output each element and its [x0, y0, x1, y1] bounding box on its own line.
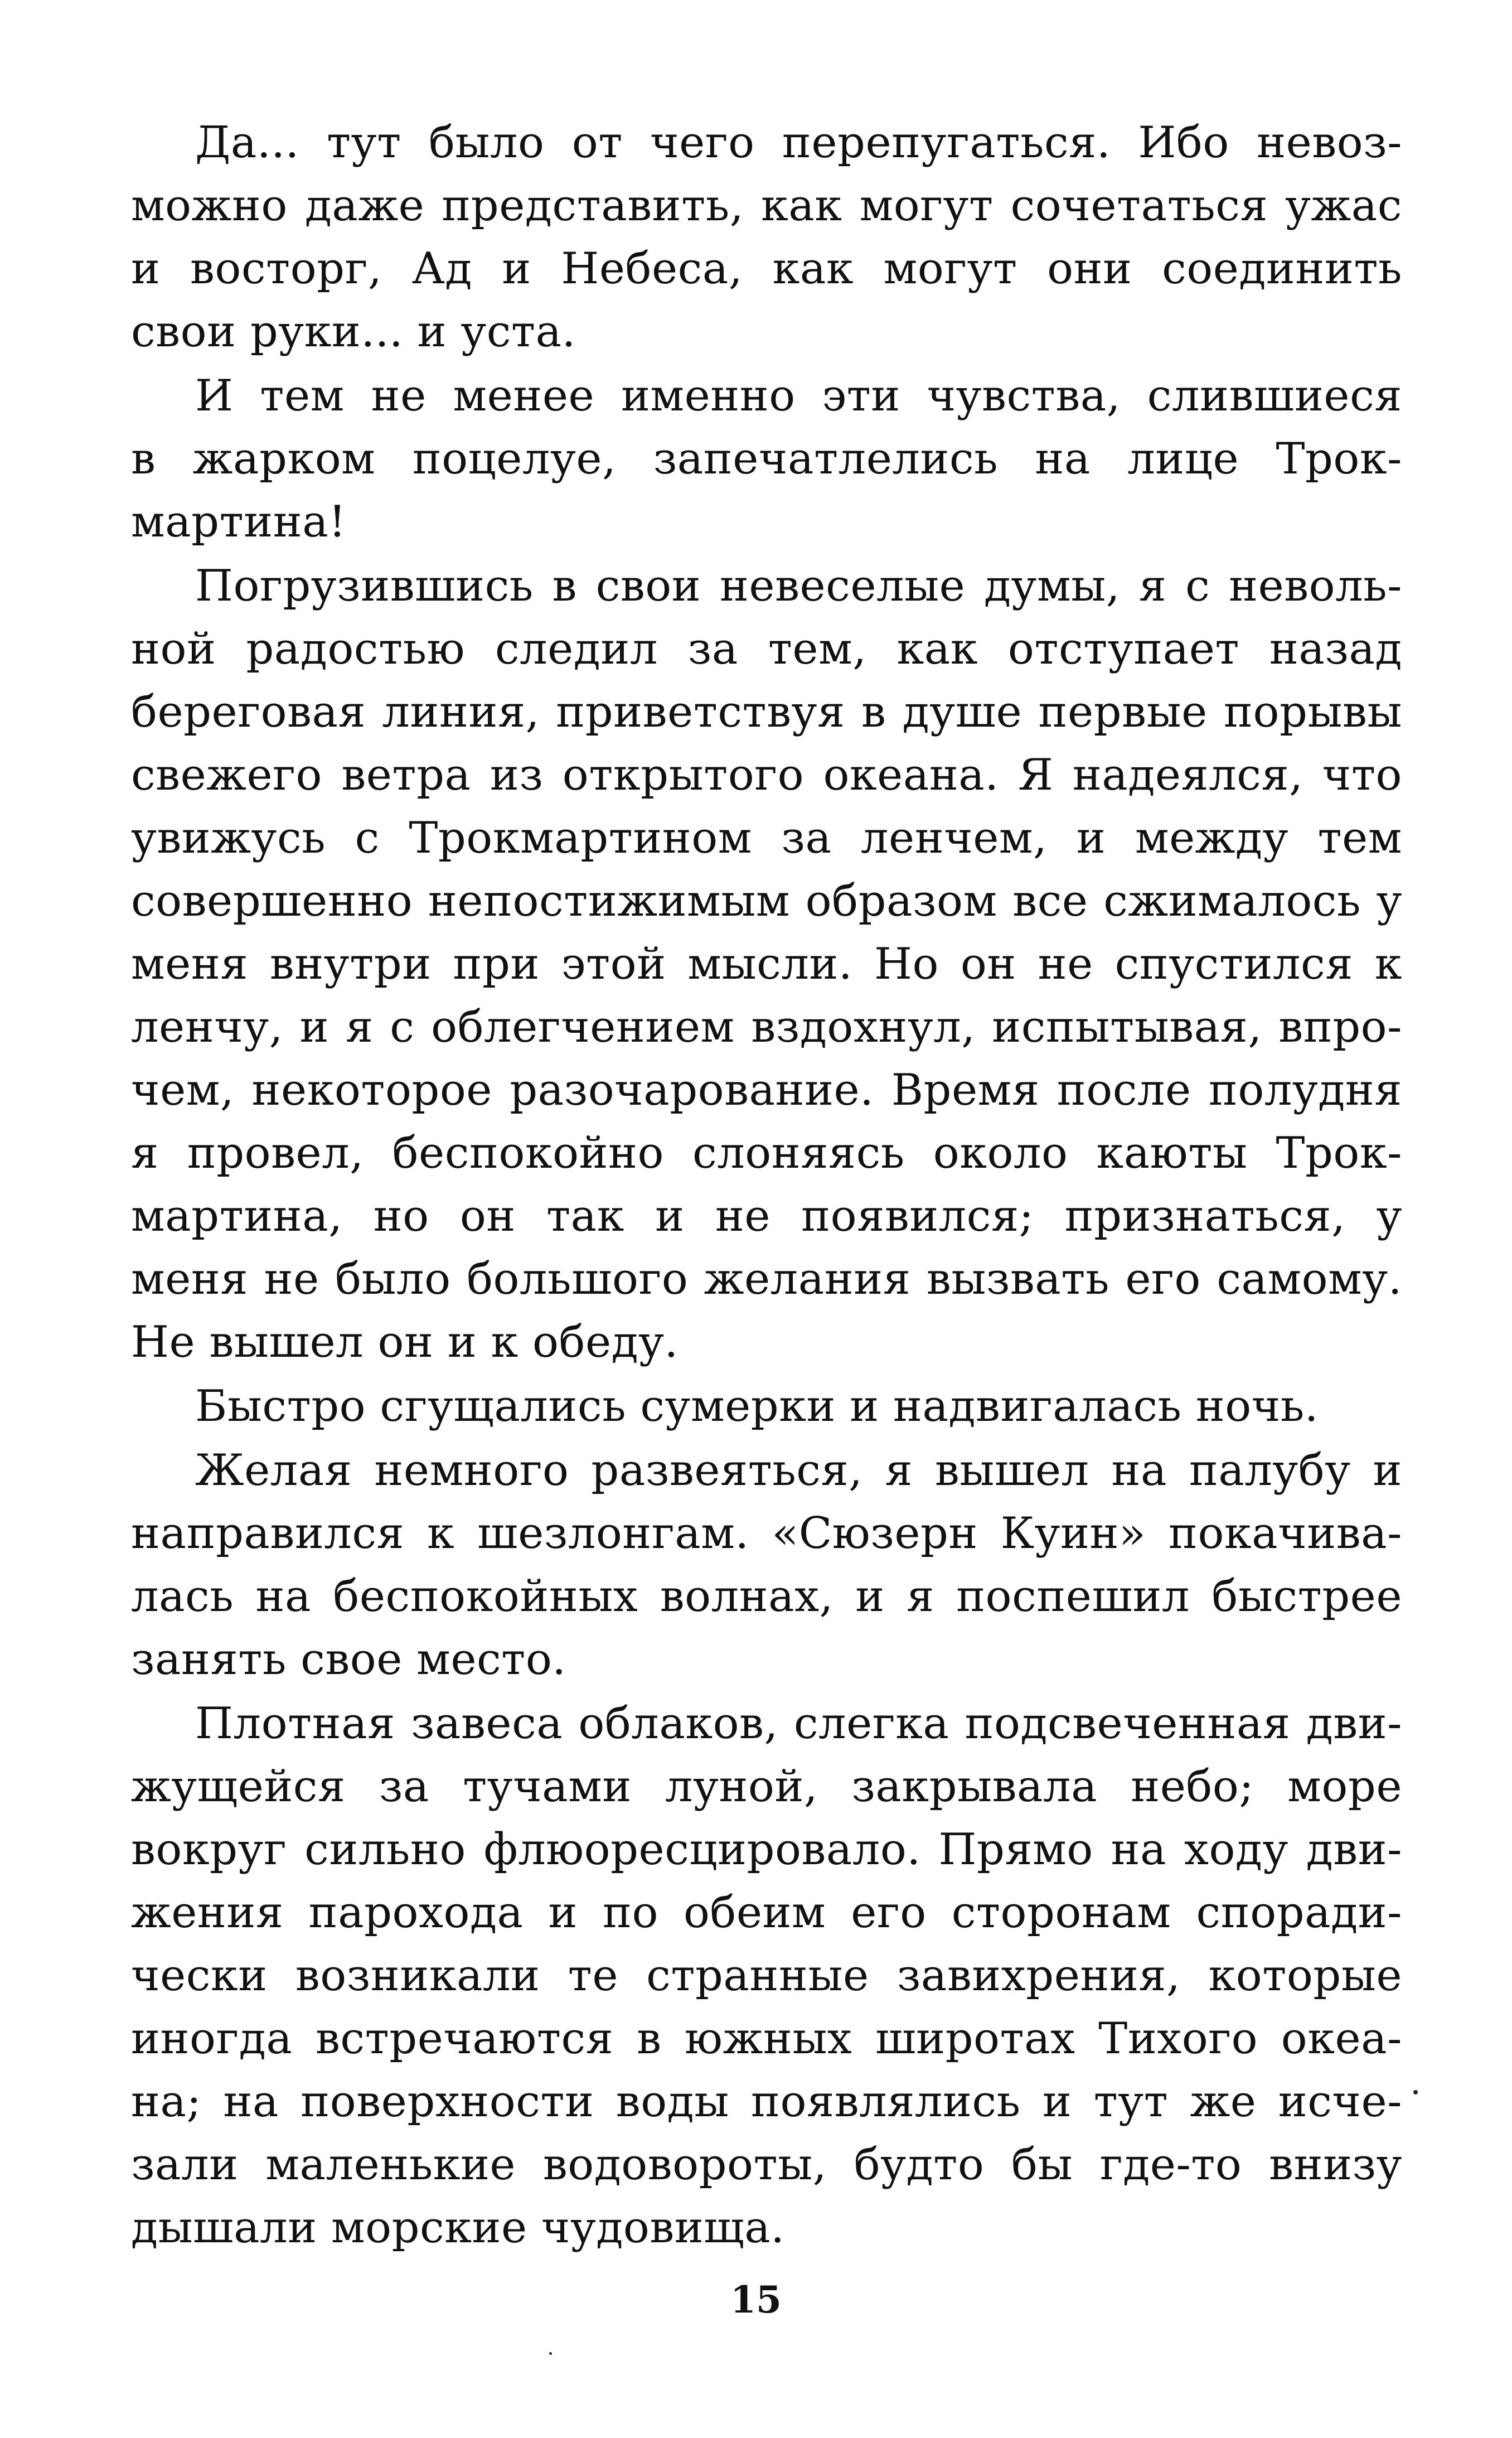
text-line: Да... тут было от чего перепугаться. Ибо невоз- [195, 118, 1402, 168]
text-line: Не вышел он и к обеду. [131, 1317, 679, 1367]
text-line: и восторг, Ад и Небеса, как могут они соединить [131, 244, 1402, 294]
text-line: чем, некоторое разочарование. Время после полудня [131, 1065, 1402, 1115]
text-line: жущейся за тучами луной, закрывала небо; море [131, 1762, 1402, 1812]
print-speck [1413, 2090, 1418, 2094]
print-speck [549, 2352, 552, 2355]
text-line: чески возникали те странные завихрения, которые [131, 1951, 1402, 2001]
paragraph [131, 1439, 1402, 1691]
text-line: в жарком поцелуе, запечатлелись на лице Трок- [131, 434, 1402, 484]
text-line: И тем не менее именно эти чувства, слившиеся [195, 371, 1402, 421]
paragraph [131, 365, 1402, 554]
text-line: береговая линия, приветствуя в душе первые порывы [131, 687, 1402, 737]
page-text-body [131, 112, 1402, 2260]
text-line: можно даже представить, как могут сочетаться ужас [131, 181, 1402, 231]
text-line: вокруг сильно флюоресцировало. Прямо на ходу дви- [131, 1825, 1402, 1875]
text-line: меня не было большого желания вызвать его самому. [131, 1254, 1402, 1304]
text-line: Плотная завеса облаков, слегка подсвеченная дви- [195, 1699, 1402, 1749]
text-line: свои руки... и уста. [131, 307, 576, 357]
text-line: жения парохода и по обеим его сторонам споради- [131, 1888, 1402, 1938]
page-number: 15 [730, 2278, 782, 2321]
text-line: меня внутри при этой мысли. Но он не спустился к [131, 939, 1402, 989]
text-line: Желая немного развеяться, я вышел на палубу и [195, 1445, 1402, 1496]
paragraph [131, 1692, 1402, 2260]
text-line: я провел, беспокойно слоняясь около каюты Трок- [131, 1128, 1402, 1178]
text-line: мартина, но он так и не появился; признаться, у [131, 1191, 1402, 1241]
text-line: ной радостью следил за тем, как отступает назад [131, 624, 1402, 674]
text-line: занять свое место. [131, 1634, 566, 1685]
text-line: Быстро сгущались сумерки и надвигалась ночь. [195, 1381, 1319, 1431]
text-line: направился к шезлонгам. «Сюзерн Куин» покачива- [131, 1508, 1402, 1559]
text-line: Погрузившись в свои невеселые думы, я с неволь- [195, 561, 1402, 611]
text-line: совершенно непостижимым образом все сжималось у [131, 876, 1402, 926]
paragraph [131, 1375, 1402, 1438]
text-line: на; на поверхности воды появлялись и тут же исче- [131, 2077, 1402, 2127]
text-line: дышали морские чудовища. [131, 2203, 785, 2253]
text-line: свежего ветра из открытого океана. Я надеялся, что [131, 750, 1402, 800]
text-line: мартина! [131, 497, 347, 547]
paragraph [131, 555, 1402, 1374]
text-line: зали маленькие водовороты, будто бы где-то внизу [131, 2140, 1402, 2190]
text-line: лась на беспокойных волнах, и я поспешил быстрее [131, 1571, 1402, 1622]
text-line: иногда встречаются в южных широтах Тихого океа- [131, 2014, 1402, 2064]
text-line: увижусь с Трокмартином за ленчем, и между тем [131, 813, 1402, 863]
paragraph [131, 112, 1402, 364]
text-line: ленчу, и я с облегчением вздохнул, испытывая, впро- [131, 1002, 1402, 1052]
